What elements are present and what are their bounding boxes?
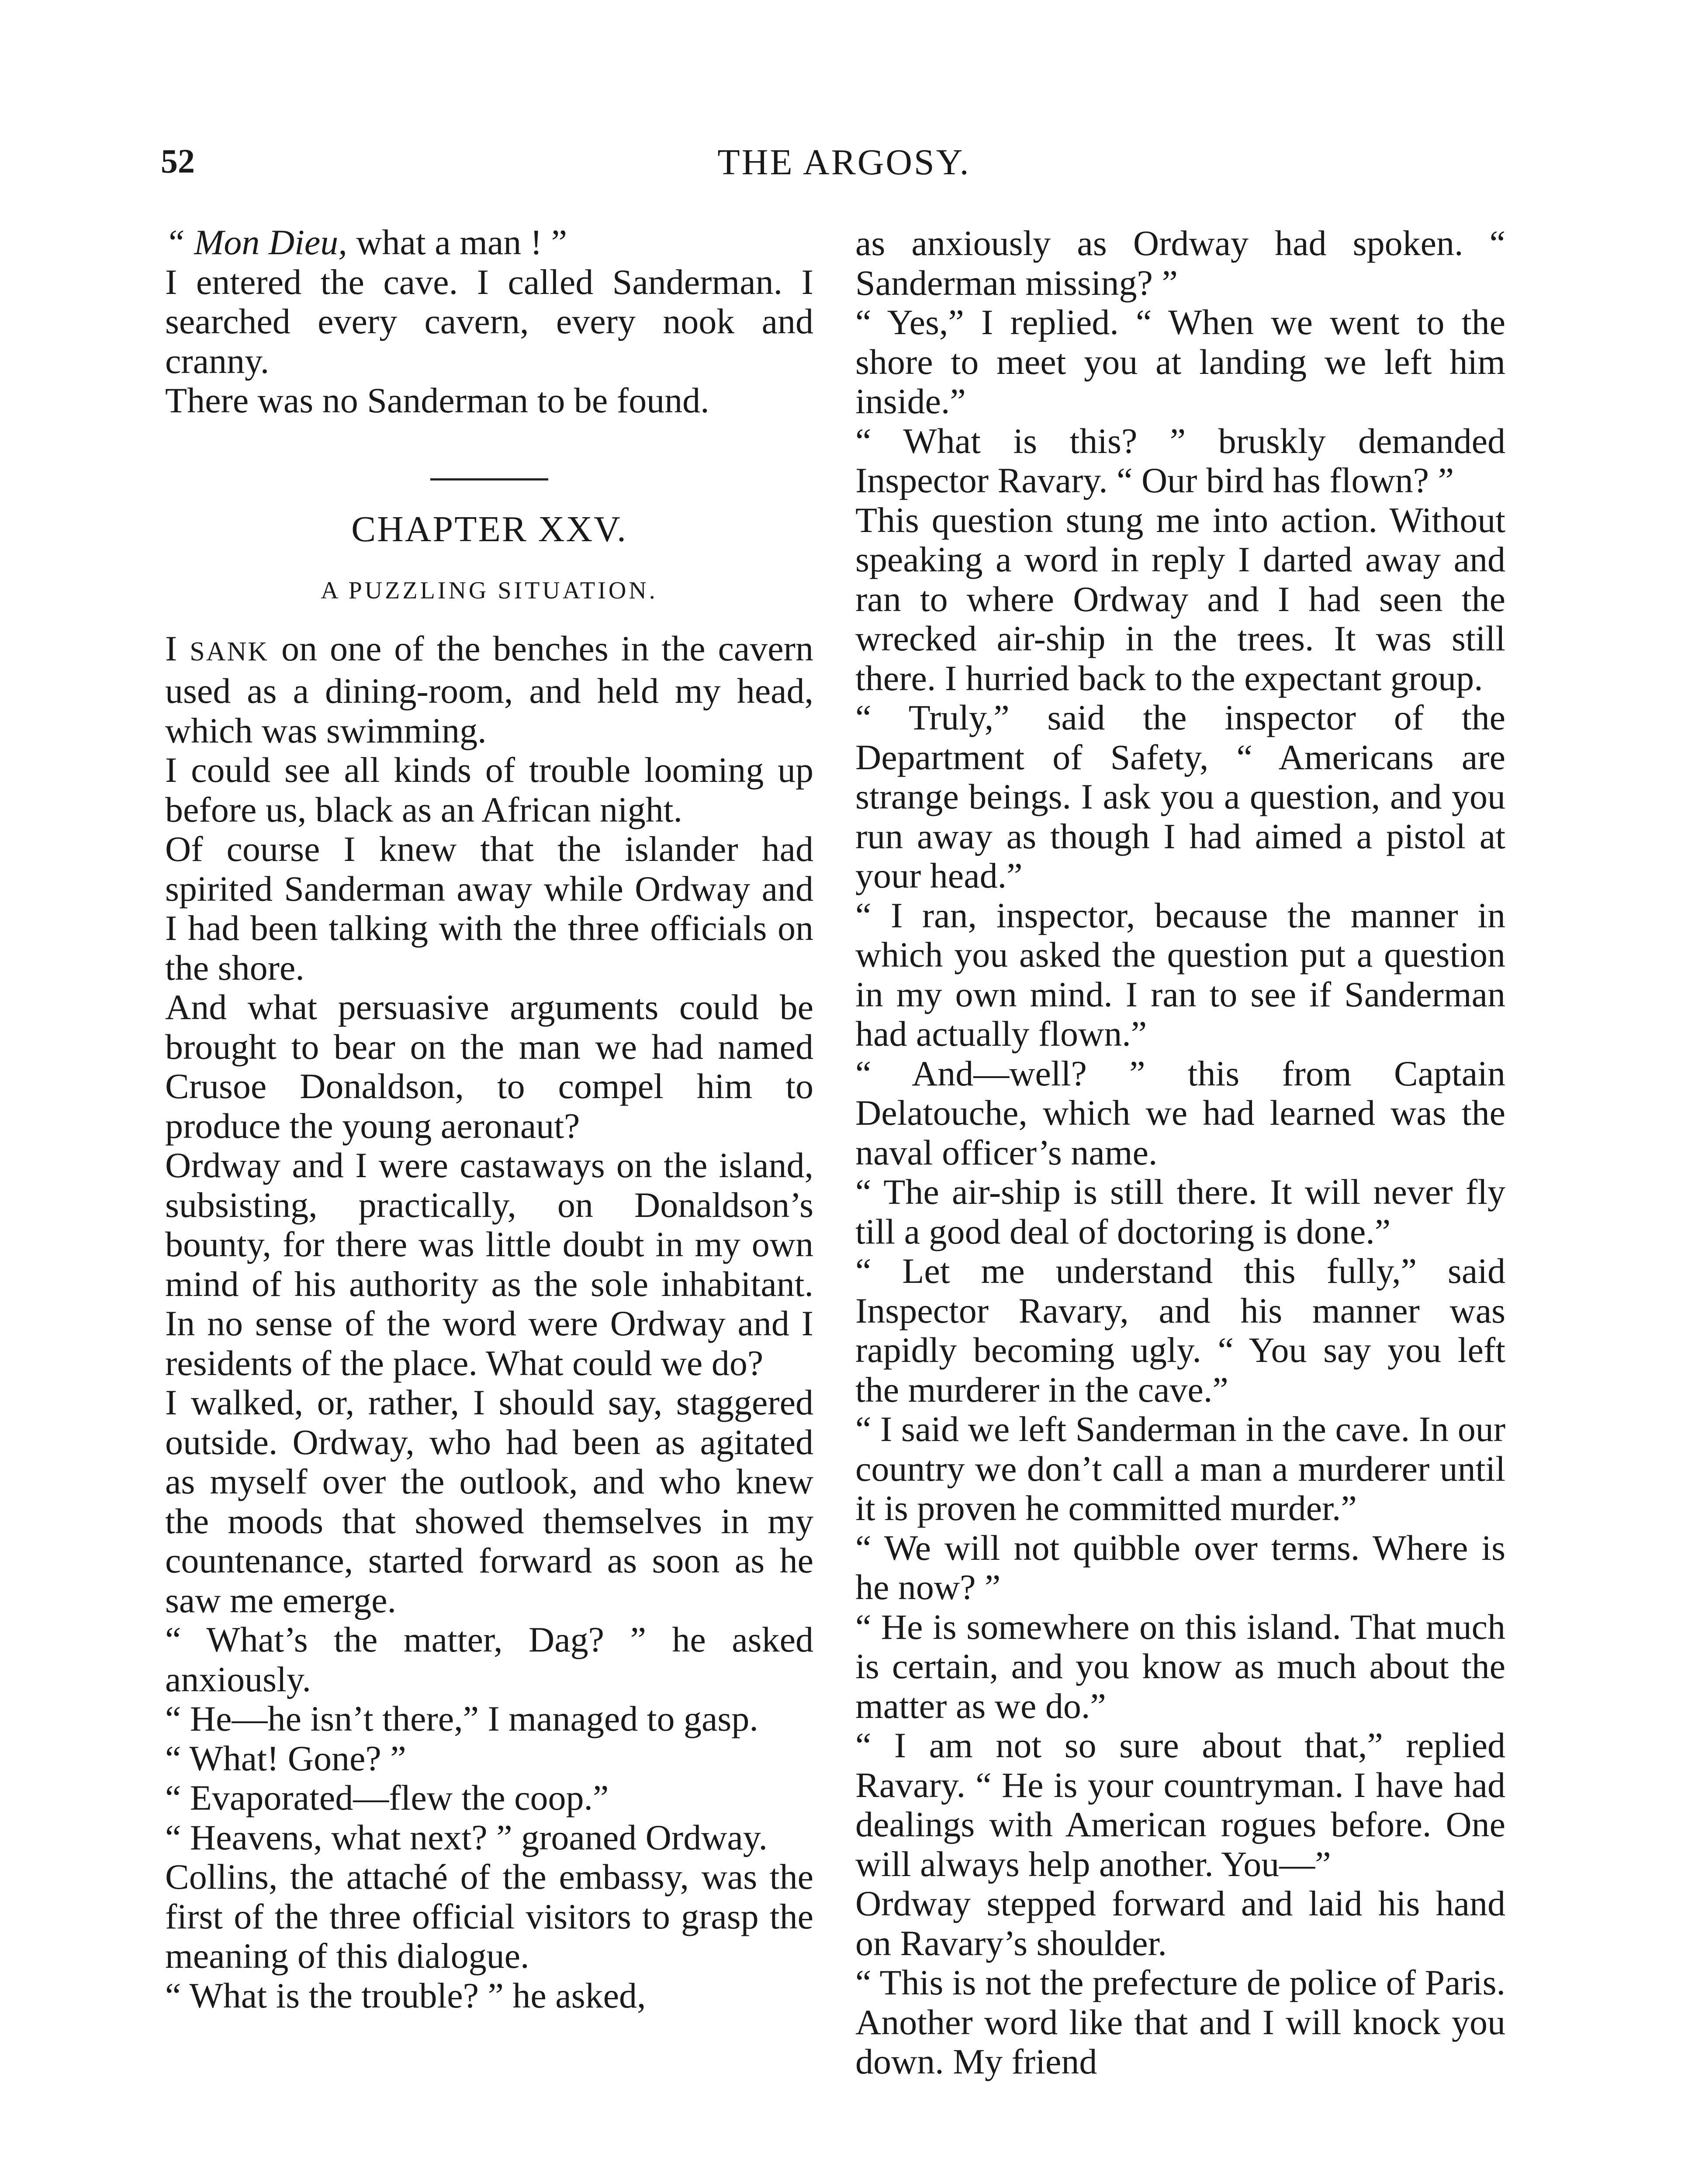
paragraph: Ordway stepped forward and laid his hand on Ravary’s shoulder. xyxy=(855,1883,1505,1963)
paragraph: “ What is this? ” bruskly demanded Inspector Ravary. “ Our bird has flown? ” xyxy=(855,421,1505,500)
chapter-title: CHAPTER XXV. xyxy=(351,508,627,549)
paragraph-text: on one of the benches in the cavern used as a dining-room, and held my head, which was swimming. xyxy=(165,628,813,750)
paragraph: I entered the cave. I called Sanderman. I searched every cavern, every nook and cranny. xyxy=(165,262,813,381)
paragraph: “ Heavens, what next? ” groaned Ordway. xyxy=(165,1817,768,1857)
paragraph: “ Truly,” said the inspector of the Department of Safety, “ Americans are strange beings. I ask you a question, and you run away as though I had aimed a pistol at your head.” xyxy=(855,698,1505,895)
paragraph: “ What! Gone? ” xyxy=(165,1738,406,1778)
paragraph: “ He—he isn’t there,” I managed to gasp. xyxy=(165,1699,758,1738)
paragraph: This question stung me into action. Without speaking a word in reply I darted away and ran to where Ordway and I had seen the wrecked air-ship in the trees. It was still there. I hurried back to the expectant group. xyxy=(855,500,1505,698)
paragraph: “ The air-ship is still there. It will never fly till a good deal of doctoring is done.” xyxy=(855,1172,1505,1251)
paragraph: Of course I knew that the islander had spirited Sanderman away while Ordway and I had been talking with the three officials on the shore. xyxy=(165,829,813,988)
paragraph: “ This is not the prefecture de police of Paris. Another word like that and I will knock you down. My friend xyxy=(855,1963,1505,2081)
right-column xyxy=(855,224,1505,2082)
paragraph: “ We will not quibble over terms. Where is he now? ” xyxy=(855,1527,1505,1607)
paragraph-lead: I xyxy=(165,628,190,668)
paragraph: “ And—well? ” this from Captain Delatouche, which we had learned was the naval officer’s name. xyxy=(855,1053,1505,1172)
paragraph: “ What is the trouble? ” he asked, xyxy=(165,1975,646,2015)
paragraph: “ I am not so sure about that,” replied Ravary. “ He is your countryman. I have had dealings with American rogues before. One will always help another. You—” xyxy=(855,1725,1505,1884)
paragraph: And what persuasive arguments could be brought to bear on the man we had named Crusoe Donaldson, to compel him to produce the young aeronaut? xyxy=(165,987,813,1146)
paragraph: “ What’s the matter, Dag? ” he asked anxiously. xyxy=(165,1620,813,1699)
paragraph xyxy=(165,629,813,751)
paragraph: “ I ran, inspector, because the manner in which you asked the question put a question in my own mind. I ran to see if Sanderman had actually flown.” xyxy=(855,895,1505,1054)
italic-exclamation: “ Mon Dieu, xyxy=(165,222,347,262)
left-column xyxy=(165,223,813,2015)
paragraph: “ He is somewhere on this island. That much is certain, and you know as much about the matter as we do.” xyxy=(855,1607,1505,1726)
paragraph: Collins, the attaché of the embassy, was the first of the three official visitors to grasp the meaning of this dialogue. xyxy=(165,1857,813,1976)
paragraph: “ Yes,” I replied. “ When we went to the shore to meet you at landing we left him inside.” xyxy=(855,302,1505,421)
paragraph: I could see all kinds of trouble looming up before us, black as an African night. xyxy=(165,750,813,829)
paragraph: I walked, or, rather, I should say, staggered outside. Ordway, who had been as agitated as myself over the outlook, and who knew the moods that showed themselves in my countenance, started forward as soon as he saw me emerge. xyxy=(165,1382,813,1620)
paragraph: as anxiously as Ordway had spoken. “ Sanderman missing? ” xyxy=(855,223,1505,303)
paragraph: “ I said we left Sanderman in the cave. In our country we don’t call a man a murderer until it is proven he committed murder.” xyxy=(855,1409,1505,1528)
chapter-subtitle: A PUZZLING SITUATION. xyxy=(321,577,658,604)
page-number: 52 xyxy=(161,142,195,180)
paragraph: Ordway and I were castaways on the island, subsisting, practically, on Donaldson’s bounty, for there was little doubt in my own mind of his authority as the sole inhabitant. In no sense of the word were Ordway and I residents of the place. What could we do? xyxy=(165,1145,813,1383)
paragraph xyxy=(165,223,813,263)
paragraph: “ Evaporated—flew the coop.” xyxy=(165,1778,609,1818)
paragraph: “ Let me understand this fully,” said Inspector Ravary, and his manner was rapidly becoming ugly. “ You say you left the murderer in the cave.” xyxy=(855,1251,1505,1410)
paragraph: There was no Sanderman to be found. xyxy=(165,380,709,420)
running-head: THE ARGOSY. xyxy=(717,142,971,183)
section-divider xyxy=(430,478,548,480)
paragraph-text: what a man ! ” xyxy=(347,222,567,262)
smallcaps-word: SANK xyxy=(190,636,269,667)
